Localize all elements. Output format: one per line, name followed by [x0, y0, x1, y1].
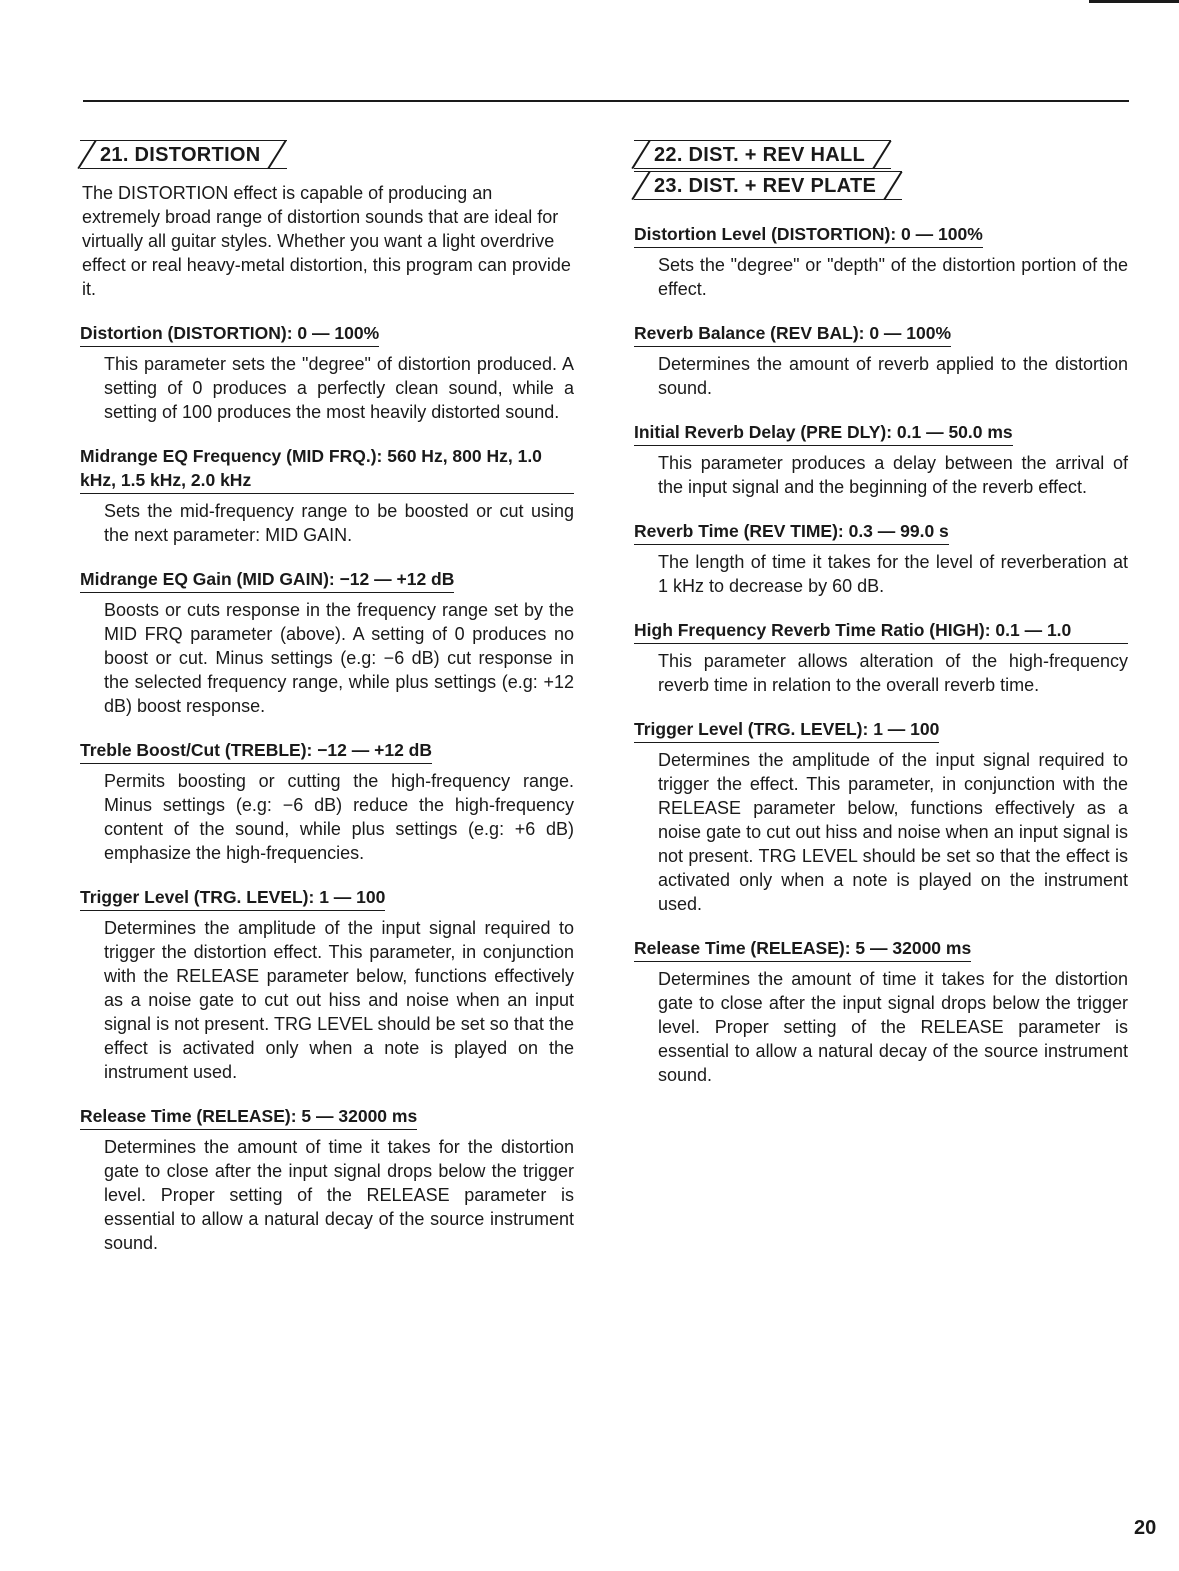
- param-heading: Release Time (RELEASE): 5 — 32000 ms: [634, 936, 971, 962]
- param-distortion-level: [634, 222, 1128, 301]
- param-distortion: [80, 321, 574, 424]
- param-release: [634, 936, 1128, 1087]
- param-heading: Reverb Time (REV TIME): 0.3 — 99.0 s: [634, 519, 949, 545]
- param-heading: Initial Reverb Delay (PRE DLY): 0.1 — 50.0 ms: [634, 420, 1013, 446]
- section-title-distortion: 21. DISTORTION: [80, 140, 287, 169]
- param-heading: Distortion Level (DISTORTION): 0 — 100%: [634, 222, 983, 248]
- param-pre-dly: [634, 420, 1128, 499]
- param-description: Determines the amount of time it takes for the distortion gate to close after the input signal drops below the trigger level. Proper setting of the RELEASE parameter is essential to allow a natural decay of the source instrument sound.: [658, 969, 1128, 1085]
- param-heading: Midrange EQ Gain (MID GAIN): −12 — +12 dB: [80, 567, 454, 593]
- param-description: Sets the "degree" or "depth" of the distortion portion of the effect.: [658, 255, 1128, 299]
- param-trg-level: [634, 717, 1128, 916]
- param-release: [80, 1104, 574, 1255]
- param-heading: Midrange EQ Frequency (MID FRQ.): 560 Hz, 800 Hz, 1.0 kHz, 1.5 kHz, 2.0 kHz: [80, 444, 574, 494]
- param-heading: Treble Boost/Cut (TREBLE): −12 — +12 dB: [80, 738, 432, 764]
- param-heading: Reverb Balance (REV BAL): 0 — 100%: [634, 321, 951, 347]
- param-treble: [80, 738, 574, 865]
- top-rule: [83, 100, 1129, 102]
- param-heading: High Frequency Reverb Time Ratio (HIGH): 0.1 — 1.0: [634, 618, 1128, 644]
- left-column: [80, 140, 574, 1255]
- corner-mark: [1089, 0, 1179, 3]
- param-description: Boosts or cuts response in the frequency range set by the MID FRQ parameter (above). A setting of 0 produces no boost or cut. Minus settings (e.g: −6 dB) cut response in the selected frequency range, while plus settings (e.g: +12 dB) boost response.: [104, 600, 574, 716]
- param-heading: Trigger Level (TRG. LEVEL): 1 — 100: [634, 717, 939, 743]
- section-title-dist-rev-hall: 22. DIST. + REV HALL: [634, 140, 891, 169]
- section-title-dist-rev-plate: 23. DIST. + REV PLATE: [634, 171, 902, 200]
- param-description: Determines the amplitude of the input signal required to trigger the effect. This parameter, in conjunction with the RELEASE parameter below, functions effectively as a noise gate to cut out hiss and noise when an input signal is not present. TRG LEVEL should be set so that the effect is activated only when a note is played on the instrument used.: [658, 750, 1128, 914]
- param-description: Determines the amount of time it takes for the distortion gate to close after the input signal drops below the trigger level. Proper setting of the RELEASE parameter is essential to allow a natural decay of the source instrument sound.: [104, 1137, 574, 1253]
- right-column: [634, 140, 1128, 1087]
- param-heading: Trigger Level (TRG. LEVEL): 1 — 100: [80, 885, 385, 911]
- page-number: 20: [1134, 1517, 1157, 1539]
- param-mid-frq: [80, 444, 574, 547]
- param-heading: Distortion (DISTORTION): 0 — 100%: [80, 321, 379, 347]
- param-heading: Release Time (RELEASE): 5 — 32000 ms: [80, 1104, 417, 1130]
- param-description: Determines the amount of reverb applied to the distortion sound.: [658, 354, 1128, 398]
- param-description: Permits boosting or cutting the high-frequency range. Minus settings (e.g: −6 dB) reduce the high-frequency content of the sound, while plus settings (e.g: +6 dB) emphasize the high-frequencies.: [104, 771, 574, 863]
- intro-paragraph: The DISTORTION effect is capable of producing an extremely broad range of distortion sounds that are ideal for virtually all guitar styles. Whether you want a light overdrive effect or real heavy-metal distortion, this program can provide it.: [82, 183, 571, 299]
- param-description: Determines the amplitude of the input signal required to trigger the distortion effect. This parameter, in conjunction with the RELEASE parameter below, functions effectively as a noise gate to cut out hiss and noise when an input signal is not present. TRG LEVEL should be set so that the effect is activated only when a note is played on the instrument used.: [104, 918, 574, 1082]
- param-mid-gain: [80, 567, 574, 718]
- param-description: This parameter produces a delay between the arrival of the input signal and the beginning of the reverb effect.: [658, 453, 1128, 497]
- param-trg-level: [80, 885, 574, 1084]
- param-description: This parameter sets the "degree" of distortion produced. A setting of 0 produces a perfectly clean sound, while a setting of 100 produces the most heavily distorted sound.: [104, 354, 574, 422]
- param-description: The length of time it takes for the level of reverberation at 1 kHz to decrease by 60 dB.: [658, 552, 1128, 596]
- param-rev-bal: [634, 321, 1128, 400]
- param-high: [634, 618, 1128, 697]
- param-description: Sets the mid-frequency range to be boosted or cut using the next parameter: MID GAIN.: [104, 501, 574, 545]
- section-titles: [634, 140, 1128, 202]
- param-description: This parameter allows alteration of the high-frequency reverb time in relation to the overall reverb time.: [658, 651, 1128, 695]
- param-rev-time: [634, 519, 1128, 598]
